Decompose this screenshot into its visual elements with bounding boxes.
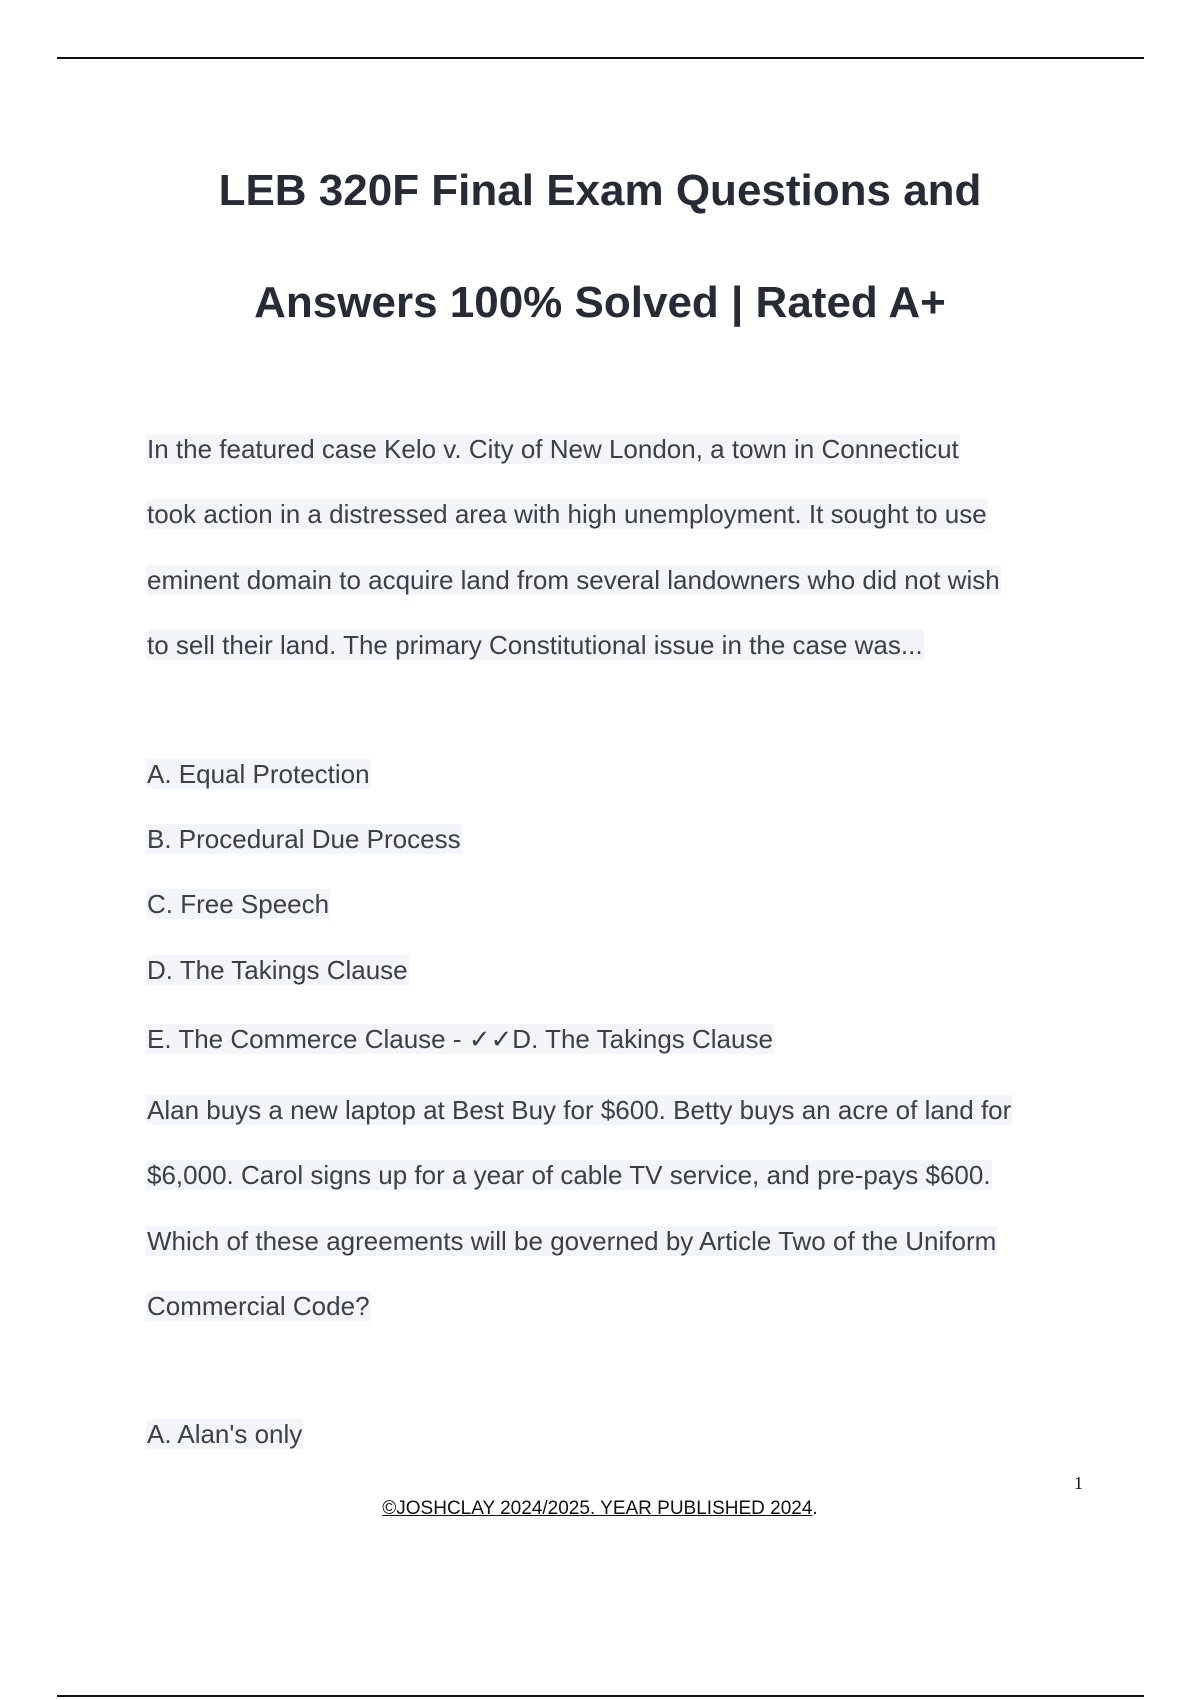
answer-option: D. The Takings Clause: [147, 955, 408, 985]
answer-option-with-answer: E. The Commerce Clause - ✓✓D. The Takings Clause: [147, 1024, 773, 1054]
answer-option: B. Procedural Due Process: [147, 824, 461, 854]
answer-option: A. Equal Protection: [147, 759, 370, 789]
answer-option: C. Free Speech: [147, 889, 330, 919]
copyright-footer: [0, 1498, 1200, 1520]
title-line-2: Answers 100% Solved | Rated A+: [254, 278, 946, 327]
question-2-line: Alan buys a new laptop at Best Buy for $600. Betty buys an acre of land for: [147, 1095, 1012, 1125]
copyright-period: .: [812, 1498, 818, 1519]
question-2-line: Commercial Code?: [147, 1291, 370, 1321]
question-1-line: to sell their land. The primary Constitutional issue in the case was...: [147, 630, 923, 660]
question-1-line: took action in a distressed area with high unemployment. It sought to use: [147, 499, 987, 529]
question-1-line: In the featured case Kelo v. City of New London, a town in Connecticut: [147, 434, 959, 464]
question-2-line: $6,000. Carol signs up for a year of cable TV service, and pre-pays $600.: [147, 1160, 991, 1190]
answer-option: A. Alan's only: [147, 1419, 303, 1449]
question-1-line: eminent domain to acquire land from several landowners who did not wish: [147, 565, 1000, 595]
title-line-1: LEB 320F Final Exam Questions and: [218, 166, 982, 215]
document-title: [100, 135, 1100, 359]
page-number: 1: [1074, 1473, 1083, 1493]
copyright-text: ©JOSHCLAY 2024/2025. YEAR PUBLISHED 2024: [382, 1498, 813, 1519]
bottom-rule: [57, 1695, 1144, 1697]
question-2-line: Which of these agreements will be governed by Article Two of the Uniform: [147, 1226, 997, 1256]
top-rule: [57, 57, 1144, 59]
